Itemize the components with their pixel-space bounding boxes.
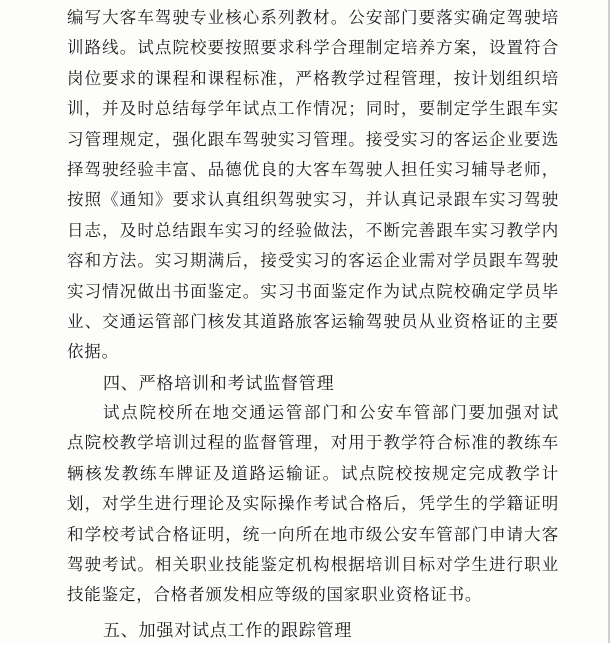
section-heading-4: 四、严格培训和考试监督管理 [103, 374, 335, 394]
text-line: 试点院校所在地交通运管部门和公安车管部门要加强对试 [103, 403, 559, 422]
text-line: 技能鉴定，合格者颁发相应等级的国家职业资格证书。 [67, 585, 483, 605]
text-line: 和学校考试合格证明，统一向所在地市级公安车管部门申请大客 [67, 524, 559, 544]
text-line: 日志，及时总结跟车实习的经验做法，不断完善跟车实习教学内 [67, 220, 559, 240]
text-line: 点院校教学培训过程的监督管理，对用于教学符合标准的教练车 [67, 433, 559, 453]
text-line: 训，并及时总结每学年试点工作情况；同时，要制定学生跟车实 [67, 99, 559, 119]
text-line: 依据。 [67, 342, 119, 362]
text-line: 实习情况做出书面鉴定。实习书面鉴定作为试点院校确定学员毕 [67, 281, 559, 301]
text-line: 编写大客车驾驶专业核心系列教材。公安部门要落实确定驾驶培 [67, 8, 559, 27]
paragraph-supervision [67, 398, 559, 611]
text-line: 习管理规定，强化跟车驾驶实习管理。接受实习的客运企业要选 [67, 129, 559, 149]
section-heading-5: 五、加强对试点工作的跟踪管理 [103, 621, 353, 641]
paragraph-training-and-internship [67, 3, 559, 368]
text-line: 按照《通知》要求认真组织驾驶实习，并认真记录跟车实习驾驶 [67, 190, 559, 210]
text-line: 辆核发教练车牌证及道路运输证。试点院校按规定完成教学计 [67, 463, 559, 483]
text-line: 训路线。试点院校要按照要求科学合理制定培养方案，设置符合 [67, 38, 559, 58]
text-line: 择驾驶经验丰富、品德优良的大客车驾驶人担任实习辅导老师， [67, 159, 559, 179]
text-line: 岗位要求的课程和课程标准，严格教学过程管理，按计划组织培 [67, 68, 559, 88]
text-line: 驾驶考试。相关职业技能鉴定机构根据培训目标对学生进行职业 [67, 554, 559, 574]
text-line: 容和方法。实习期满后，接受实习的客运企业需对学员跟车驾驶 [67, 251, 559, 271]
text-line: 划，对学生进行理论及实际操作考试合格后，凭学生的学籍证明 [67, 494, 559, 514]
text-line: 业、交通运管部门核发其道路旅客运输驾驶员从业资格证的主要 [67, 311, 559, 331]
